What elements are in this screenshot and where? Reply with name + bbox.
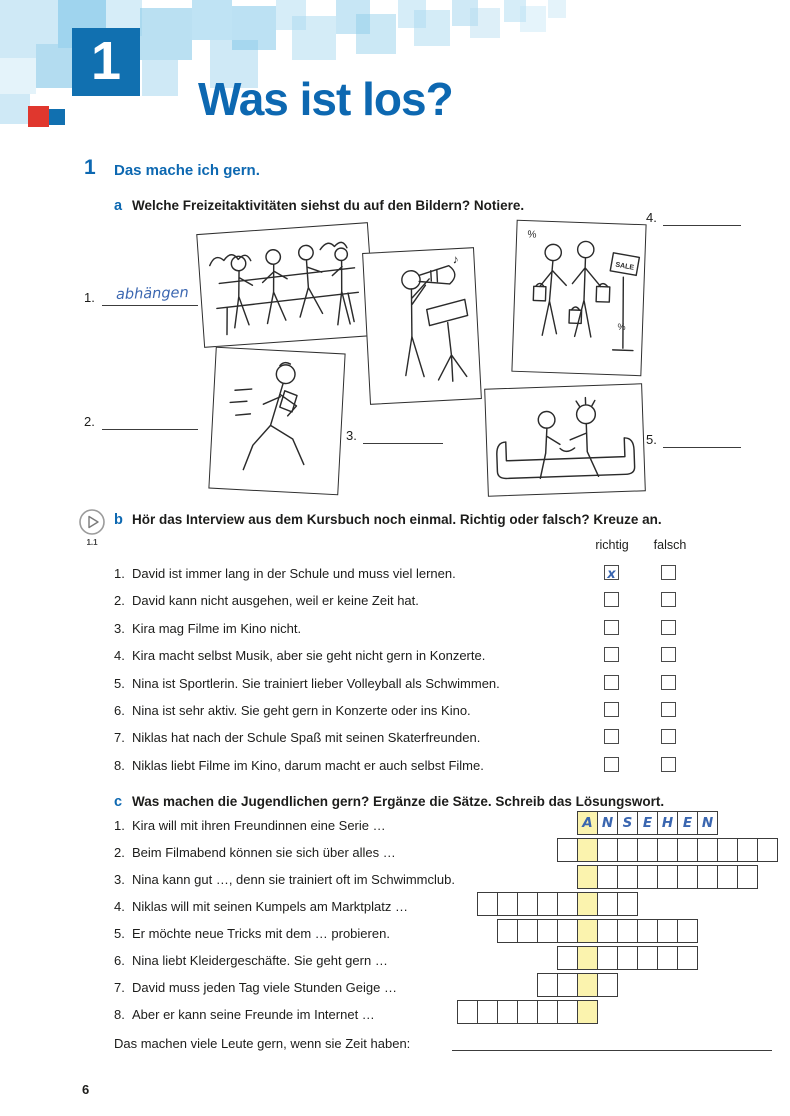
crossword-cell[interactable]: [557, 1000, 578, 1024]
checkbox-richtig[interactable]: [604, 592, 619, 607]
crossword-cell[interactable]: [617, 919, 638, 943]
crossword-cell[interactable]: [577, 838, 598, 862]
cloze-sentence-row: [114, 818, 534, 838]
crossword-letter: N: [701, 815, 714, 831]
sentence-text: Beim Filmabend können sie sich über alles …: [132, 845, 396, 860]
crossword-cell[interactable]: [597, 838, 618, 862]
crossword-cell[interactable]: [677, 919, 698, 943]
mosaic-square: [0, 58, 36, 94]
mosaic-square: [470, 8, 500, 38]
mosaic-square: [142, 60, 178, 96]
statement-number: 7.: [114, 730, 125, 746]
sentence-number: 6.: [114, 953, 125, 968]
truefalse-row: [114, 730, 734, 750]
statement-text: Kira macht selbst Musik, aber sie geht nicht gern in Konzerte.: [132, 648, 486, 664]
music-note-glyph: ♪: [452, 252, 459, 267]
crossword-cell[interactable]: [657, 838, 678, 862]
sentence-number: 8.: [114, 1007, 125, 1022]
sentence-number: 7.: [114, 980, 125, 995]
crossword-cell[interactable]: [697, 838, 718, 862]
page-title: Was ist los?: [198, 73, 453, 125]
red-square-decoration: [28, 106, 49, 127]
crossword-cell[interactable]: [717, 865, 738, 889]
statement-text: Nina ist sehr aktiv. Sie geht gern in Konzerte oder ins Kino.: [132, 703, 471, 718]
crossword-cell[interactable]: [577, 865, 598, 889]
crossword-cell[interactable]: [577, 919, 598, 943]
crossword-cell[interactable]: [577, 892, 598, 916]
crossword-cell[interactable]: [617, 865, 638, 889]
checkbox-falsch[interactable]: [661, 565, 676, 580]
sentence-number: 2.: [114, 845, 125, 860]
crossword-cell[interactable]: [557, 919, 578, 943]
crossword-cell[interactable]: [577, 946, 598, 970]
mosaic-square: [292, 16, 336, 60]
crossword-cell[interactable]: [597, 811, 618, 835]
crossword-cell[interactable]: [637, 946, 658, 970]
mosaic-square: [548, 0, 566, 18]
sketch-shopping: [511, 220, 646, 376]
solution-answer-blank[interactable]: [452, 1034, 772, 1051]
blue-square-decoration: [49, 109, 65, 125]
cloze-sentence-row: [114, 899, 534, 919]
crossword-cell[interactable]: [757, 838, 778, 862]
crossword-cell[interactable]: [637, 865, 658, 889]
crossword-cell[interactable]: [557, 838, 578, 862]
statement-number: 1.: [114, 566, 125, 581]
crossword-cell[interactable]: [597, 919, 618, 943]
sale-sign-text: SALE: [614, 260, 635, 272]
crossword-cell[interactable]: [697, 811, 718, 835]
crossword-cell[interactable]: [497, 892, 518, 916]
sentence-text: Kira will mit ihren Freundinnen eine Serie …: [132, 818, 386, 833]
sentence-text: Er möchte neue Tricks mit dem … probieren.: [132, 926, 390, 941]
crossword-cell[interactable]: [477, 1000, 498, 1024]
checkbox-richtig[interactable]: [604, 620, 619, 635]
sketch-watching-series-couch: [484, 383, 646, 496]
crossword-cell[interactable]: [617, 811, 638, 835]
checkbox-falsch[interactable]: [661, 620, 676, 635]
checkbox-falsch[interactable]: [661, 729, 676, 744]
sentence-number: 5.: [114, 926, 125, 941]
crossword-cell[interactable]: [737, 865, 758, 889]
checkbox-richtig[interactable]: [604, 757, 619, 772]
statement-text: Niklas liebt Filme im Kino, darum macht er auch selbst Filme.: [132, 757, 484, 773]
crossword-cell[interactable]: [457, 1000, 478, 1024]
truefalse-row: [114, 648, 734, 668]
chapter-number: 1: [90, 31, 122, 91]
part-b-letter: b: [114, 512, 123, 528]
sentence-text: David muss jeden Tag viele Stunden Geige …: [132, 980, 397, 995]
statement-number: 5.: [114, 675, 125, 691]
part-a-instruction: Welche Freizeitaktivitäten siehst du auf den Bildern? Notiere.: [132, 198, 525, 213]
sketch-playing-trumpet: [362, 247, 482, 405]
crossword-cell[interactable]: [637, 838, 658, 862]
statement-number: 4.: [114, 648, 125, 664]
crossword-cell[interactable]: [737, 838, 758, 862]
statement-number: 2.: [114, 593, 125, 609]
cloze-sentence-row: [114, 980, 534, 1000]
statement-text: Nina ist Sportlerin. Sie trainiert lieber Volleyball als Schwimmen.: [132, 675, 500, 691]
truefalse-row: [114, 621, 734, 641]
crossword-cell[interactable]: [677, 811, 698, 835]
checkbox-richtig[interactable]: [604, 565, 619, 580]
checkbox-falsch[interactable]: [661, 675, 676, 690]
statement-text: Niklas hat nach der Schule Spaß mit seinen Skaterfreunden.: [132, 730, 481, 746]
sentence-text: Aber er kann seine Freunde im Internet …: [132, 1007, 375, 1022]
checkbox-richtig[interactable]: [604, 729, 619, 744]
crossword-cell[interactable]: [657, 946, 678, 970]
part-a-letter: a: [114, 198, 123, 214]
crossword-cell[interactable]: [617, 838, 638, 862]
audio-play-button[interactable]: [78, 508, 106, 536]
statement-text: David ist immer lang in der Schule und muss viel lernen.: [132, 566, 456, 581]
chapter-number-badge: [72, 28, 140, 96]
statement-number: 3.: [114, 620, 125, 636]
crossword-cell[interactable]: [477, 892, 498, 916]
checkbox-falsch[interactable]: [661, 592, 676, 607]
picture-blank-number: 4.: [646, 210, 657, 225]
checkbox-falsch[interactable]: [661, 647, 676, 662]
section-number: 1: [84, 156, 96, 179]
picture-blank-number: 5.: [646, 432, 657, 447]
truefalse-row: [114, 758, 734, 778]
sentence-text: Nina kann gut …, denn sie trainiert oft im Schwimmclub.: [132, 872, 455, 887]
picture-answer-blank[interactable]: [663, 208, 741, 226]
sketch-hanging-out-bench: [196, 222, 376, 348]
crossword-cell[interactable]: [657, 811, 678, 835]
crossword-cell[interactable]: [557, 973, 578, 997]
crossword-cell[interactable]: [597, 892, 618, 916]
percent-glyph: %: [527, 229, 537, 241]
statement-number: 8.: [114, 757, 125, 773]
crossword-cell[interactable]: [497, 1000, 518, 1024]
crossword-cell[interactable]: [597, 946, 618, 970]
cloze-sentence-row: [114, 953, 534, 973]
mosaic-square: [232, 6, 276, 50]
sketch-running: [208, 347, 345, 496]
truefalse-row: [114, 593, 734, 613]
picture-blank-number: 3.: [346, 428, 357, 443]
sentence-number: 3.: [114, 872, 125, 887]
crossword-cell[interactable]: [537, 973, 558, 997]
mosaic-square: [0, 94, 30, 124]
crossword-cell[interactable]: [517, 919, 538, 943]
cloze-sentence-row: [114, 872, 534, 892]
checkbox-mark: x: [607, 567, 616, 582]
mosaic-square: [140, 8, 192, 60]
statement-number: 6.: [114, 703, 125, 718]
crossword-cell[interactable]: [657, 865, 678, 889]
crossword-cell[interactable]: [617, 946, 638, 970]
crossword-cell[interactable]: [577, 811, 598, 835]
crossword-cell[interactable]: [677, 838, 698, 862]
crossword-cell[interactable]: [617, 892, 638, 916]
checkbox-falsch[interactable]: [661, 702, 676, 717]
checkbox-richtig[interactable]: [604, 675, 619, 690]
crossword-letter: A: [582, 815, 593, 831]
mosaic-square: [192, 0, 232, 40]
crossword-cell[interactable]: [657, 919, 678, 943]
part-b-instruction: Hör das Interview aus dem Kursbuch noch einmal. Richtig oder falsch? Kreuze an.: [132, 512, 662, 527]
handwritten-answer: abhängen: [115, 285, 189, 303]
crossword-cell[interactable]: [717, 838, 738, 862]
picture-answer-blank[interactable]: [663, 430, 741, 448]
percent-glyph: %: [617, 321, 626, 333]
checkbox-richtig[interactable]: [604, 702, 619, 717]
checkbox-richtig[interactable]: [604, 647, 619, 662]
picture-answer-blank[interactable]: [363, 426, 443, 444]
sentence-number: 4.: [114, 899, 125, 914]
cloze-sentence-row: [114, 845, 534, 865]
crossword-cell[interactable]: [677, 946, 698, 970]
crossword-letter: H: [661, 815, 674, 831]
picture-answer-blank[interactable]: [102, 412, 198, 430]
part-c-letter: c: [114, 794, 123, 810]
crossword-cell[interactable]: [677, 865, 698, 889]
sentence-number: 1.: [114, 818, 125, 833]
crossword-cell[interactable]: [637, 919, 658, 943]
crossword-cell[interactable]: [577, 973, 598, 997]
crossword-cell[interactable]: [637, 811, 658, 835]
mosaic-square: [414, 10, 450, 46]
part-c-instruction: Was machen die Jugendlichen gern? Ergänze die Sätze. Schreib das Lösungswort.: [132, 794, 665, 809]
crossword-cell[interactable]: [497, 919, 518, 943]
truefalse-row: [114, 676, 734, 696]
column-header-richtig: richtig: [595, 538, 629, 552]
crossword-letter: S: [622, 815, 633, 831]
crossword-cell[interactable]: [597, 973, 618, 997]
sentence-text: Nina liebt Kleidergeschäfte. Sie geht gern …: [132, 953, 388, 968]
crossword-cell[interactable]: [557, 946, 578, 970]
crossword-cell[interactable]: [517, 1000, 538, 1024]
crossword-cell[interactable]: [597, 865, 618, 889]
picture-blank-number: 2.: [84, 414, 95, 429]
truefalse-row: [114, 566, 734, 586]
checkbox-falsch[interactable]: [661, 757, 676, 772]
section-title: Das mache ich gern.: [114, 162, 260, 179]
truefalse-row: [114, 703, 734, 723]
crossword-letter: E: [642, 815, 653, 831]
mosaic-square: [356, 14, 396, 54]
audio-track-number: 1.1: [86, 538, 98, 547]
sentence-text: Niklas will mit seinen Kumpels am Marktplatz …: [132, 899, 408, 914]
crossword-cell[interactable]: [577, 1000, 598, 1024]
crossword-cell[interactable]: [517, 892, 538, 916]
picture-blank-number: 1.: [84, 290, 95, 305]
crossword-cell[interactable]: [537, 1000, 558, 1024]
crossword-letter: N: [601, 815, 614, 831]
crossword-cell[interactable]: [697, 865, 718, 889]
crossword-cell[interactable]: [537, 919, 558, 943]
crossword-cell[interactable]: [537, 892, 558, 916]
crossword-cell[interactable]: [557, 892, 578, 916]
solution-prompt: Das machen viele Leute gern, wenn sie Zeit haben:: [114, 1036, 411, 1051]
mosaic-square: [520, 6, 546, 32]
page-number: 6: [82, 1082, 90, 1097]
column-header-falsch: falsch: [653, 538, 687, 552]
statement-text: Kira mag Filme im Kino nicht.: [132, 620, 302, 636]
crossword-letter: E: [682, 815, 693, 831]
statement-text: David kann nicht ausgehen, weil er keine Zeit hat.: [132, 593, 419, 609]
cloze-sentence-row: [114, 926, 534, 946]
